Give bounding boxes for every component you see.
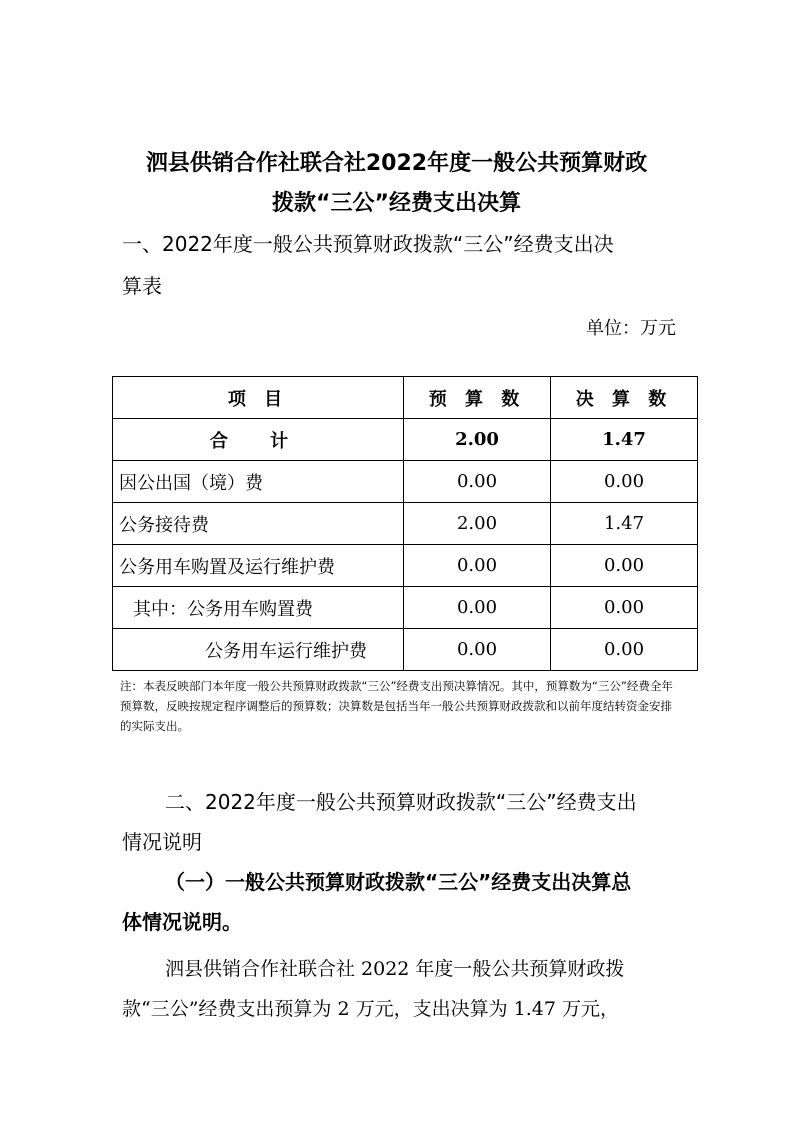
row-budget: 0.00: [404, 629, 551, 671]
row-actual: 1.47: [551, 503, 698, 545]
document-title-line1: 泗县供销合作社联合社2022年度一般公共预算财政: [145, 151, 648, 176]
budget-table: [112, 376, 698, 671]
section2-heading-line2: 情况说明: [122, 830, 202, 854]
row-actual: 0.00: [551, 587, 698, 629]
header-actual: 决 算 数: [551, 377, 698, 419]
row-budget: 0.00: [404, 587, 551, 629]
row-label: 公务用车运行维护费: [113, 629, 404, 671]
table-header-row: [113, 377, 698, 419]
table-row: [113, 629, 698, 671]
row-actual: 0.00: [551, 461, 698, 503]
table-row-total: [113, 419, 698, 461]
subsection1-heading-line2: 体情况说明。: [122, 910, 242, 934]
section1-heading-line2: 算表: [122, 274, 162, 298]
row-budget: 2.00: [404, 503, 551, 545]
table-row: [113, 545, 698, 587]
header-budget: 预 算 数: [404, 377, 551, 419]
header-item: 项 目: [113, 377, 404, 419]
row-label: 其中：公务用车购置费: [113, 587, 404, 629]
row-label: 公务用车购置及运行维护费: [113, 545, 404, 587]
subsection1-heading-line1: （一）一般公共预算财政拨款“三公”经费支出决算总: [165, 870, 632, 894]
document-title-line2: 拨款“三公”经费支出决算: [272, 191, 521, 216]
row-budget: 0.00: [404, 545, 551, 587]
unit-label: 单位：万元: [586, 318, 676, 339]
table-row: [113, 503, 698, 545]
row-actual: 0.00: [551, 545, 698, 587]
row-label: 因公出国（境）费: [113, 461, 404, 503]
paragraph-line1: 泗县供销合作社联合社 2022 年度一般公共预算财政拨: [165, 958, 625, 980]
table-row: [113, 587, 698, 629]
table-row: [113, 461, 698, 503]
row-budget: 0.00: [404, 461, 551, 503]
paragraph-line2: 款“三公”经费支出预算为 2 万元，支出决算为 1.47 万元，: [122, 998, 619, 1020]
row-label: 合 计: [113, 419, 404, 461]
row-actual: 0.00: [551, 629, 698, 671]
table-note: 注：本表反映部门本年度一般公共预算财政拨款“三公”经费支出预决算情况。其中，预算数为“三公”经费全年预算数，反映按规定程序调整后的预算数；决算数是包括当年一般公共预算财政拨款和以前年度结转资金安排的实际支出。: [120, 679, 673, 733]
section1-heading-line1: 一、2022年度一般公共预算财政拨款“三公”经费支出决: [122, 232, 614, 256]
row-label: 公务接待费: [113, 503, 404, 545]
section2-heading-line1: 二、2022年度一般公共预算财政拨款“三公”经费支出: [165, 790, 637, 814]
row-actual: 1.47: [551, 419, 698, 461]
row-budget: 2.00: [404, 419, 551, 461]
